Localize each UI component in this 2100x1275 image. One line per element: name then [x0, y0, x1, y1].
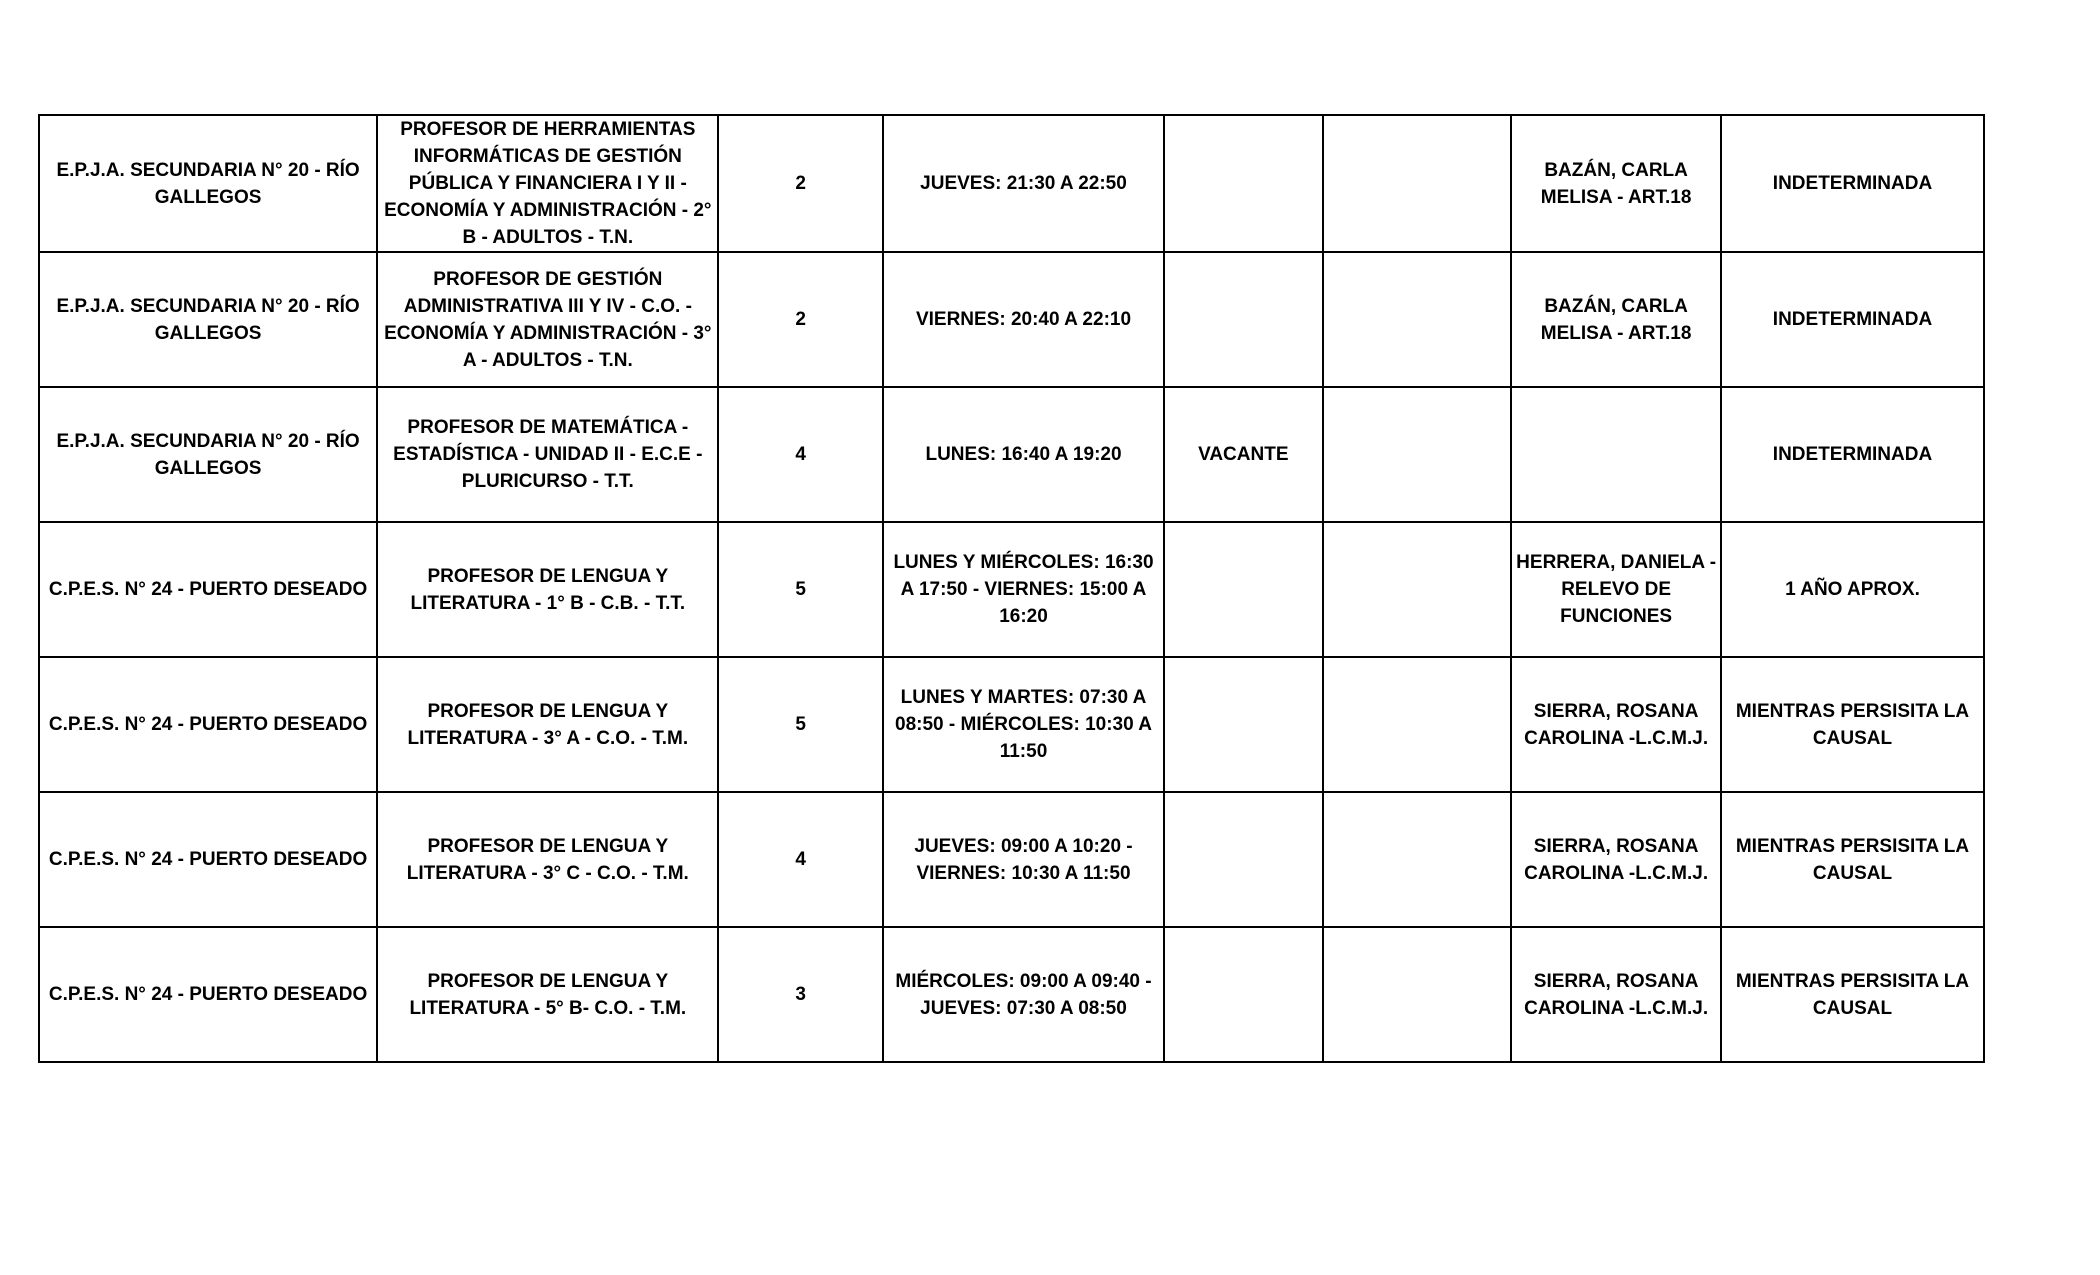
vacancies-table	[38, 114, 1985, 1063]
table-row	[39, 387, 1984, 522]
holder-cell: BAZÁN, CARLA MELISA - ART.18	[1511, 252, 1721, 387]
position-cell: PROFESOR DE LENGUA Y LITERATURA - 5° B- C.O. - T.M.	[377, 927, 718, 1062]
position-cell: PROFESOR DE LENGUA Y LITERATURA - 3° A - C.O. - T.M.	[377, 657, 718, 792]
extra-cell	[1323, 522, 1512, 657]
extra-cell	[1323, 792, 1512, 927]
extra-cell	[1323, 927, 1512, 1062]
school-cell: C.P.E.S. N° 24 - PUERTO DESEADO	[39, 657, 377, 792]
schedule-cell: JUEVES: 21:30 A 22:50	[883, 115, 1164, 252]
table-row	[39, 657, 1984, 792]
position-cell: PROFESOR DE LENGUA Y LITERATURA - 3° C - C.O. - T.M.	[377, 792, 718, 927]
hours-cell: 3	[718, 927, 883, 1062]
hours-cell: 4	[718, 792, 883, 927]
hours-cell: 4	[718, 387, 883, 522]
extra-cell	[1323, 657, 1512, 792]
holder-cell: HERRERA, DANIELA - RELEVO DE FUNCIONES	[1511, 522, 1721, 657]
extra-cell	[1323, 387, 1512, 522]
school-cell: E.P.J.A. SECUNDARIA N° 20 - RÍO GALLEGOS	[39, 115, 377, 252]
duration-cell: MIENTRAS PERSISITA LA CAUSAL	[1721, 792, 1984, 927]
duration-cell: 1 AÑO APROX.	[1721, 522, 1984, 657]
table-row	[39, 522, 1984, 657]
position-cell: PROFESOR DE HERRAMIENTAS INFORMÁTICAS DE GESTIÓN PÚBLICA Y FINANCIERA I Y II - ECONOMÍA Y ADMINISTRACIÓN - 2° B - ADULTOS - T.N.	[377, 115, 718, 252]
table-row	[39, 792, 1984, 927]
table-row	[39, 115, 1984, 252]
school-cell: C.P.E.S. N° 24 - PUERTO DESEADO	[39, 927, 377, 1062]
holder-cell: SIERRA, ROSANA CAROLINA -L.C.M.J.	[1511, 657, 1721, 792]
table-row	[39, 252, 1984, 387]
status-cell	[1164, 792, 1323, 927]
schedule-cell: VIERNES: 20:40 A 22:10	[883, 252, 1164, 387]
duration-cell: INDETERMINADA	[1721, 387, 1984, 522]
extra-cell	[1323, 115, 1512, 252]
position-cell: PROFESOR DE MATEMÁTICA - ESTADÍSTICA - UNIDAD II - E.C.E - PLURICURSO - T.T.	[377, 387, 718, 522]
holder-cell	[1511, 387, 1721, 522]
school-cell: E.P.J.A. SECUNDARIA N° 20 - RÍO GALLEGOS	[39, 387, 377, 522]
status-cell	[1164, 115, 1323, 252]
duration-cell: INDETERMINADA	[1721, 115, 1984, 252]
position-cell: PROFESOR DE GESTIÓN ADMINISTRATIVA III Y IV - C.O. - ECONOMÍA Y ADMINISTRACIÓN - 3° A - ADULTOS - T.N.	[377, 252, 718, 387]
holder-cell: SIERRA, ROSANA CAROLINA -L.C.M.J.	[1511, 927, 1721, 1062]
duration-cell: MIENTRAS PERSISITA LA CAUSAL	[1721, 927, 1984, 1062]
school-cell: C.P.E.S. N° 24 - PUERTO DESEADO	[39, 792, 377, 927]
hours-cell: 2	[718, 252, 883, 387]
status-cell	[1164, 927, 1323, 1062]
table-row	[39, 927, 1984, 1062]
status-cell	[1164, 657, 1323, 792]
hours-cell: 5	[718, 522, 883, 657]
schedule-cell: LUNES Y MARTES: 07:30 A 08:50 - MIÉRCOLES: 10:30 A 11:50	[883, 657, 1164, 792]
status-cell	[1164, 252, 1323, 387]
schedule-cell: JUEVES: 09:00 A 10:20 - VIERNES: 10:30 A 11:50	[883, 792, 1164, 927]
duration-cell: MIENTRAS PERSISITA LA CAUSAL	[1721, 657, 1984, 792]
school-cell: C.P.E.S. N° 24 - PUERTO DESEADO	[39, 522, 377, 657]
status-cell	[1164, 522, 1323, 657]
position-cell: PROFESOR DE LENGUA Y LITERATURA - 1° B - C.B. - T.T.	[377, 522, 718, 657]
holder-cell: SIERRA, ROSANA CAROLINA -L.C.M.J.	[1511, 792, 1721, 927]
status-cell: VACANTE	[1164, 387, 1323, 522]
schedule-cell: LUNES: 16:40 A 19:20	[883, 387, 1164, 522]
school-cell: E.P.J.A. SECUNDARIA N° 20 - RÍO GALLEGOS	[39, 252, 377, 387]
duration-cell: INDETERMINADA	[1721, 252, 1984, 387]
extra-cell	[1323, 252, 1512, 387]
schedule-cell: LUNES Y MIÉRCOLES: 16:30 A 17:50 - VIERNES: 15:00 A 16:20	[883, 522, 1164, 657]
holder-cell: BAZÁN, CARLA MELISA - ART.18	[1511, 115, 1721, 252]
hours-cell: 2	[718, 115, 883, 252]
hours-cell: 5	[718, 657, 883, 792]
schedule-cell: MIÉRCOLES: 09:00 A 09:40 - JUEVES: 07:30 A 08:50	[883, 927, 1164, 1062]
